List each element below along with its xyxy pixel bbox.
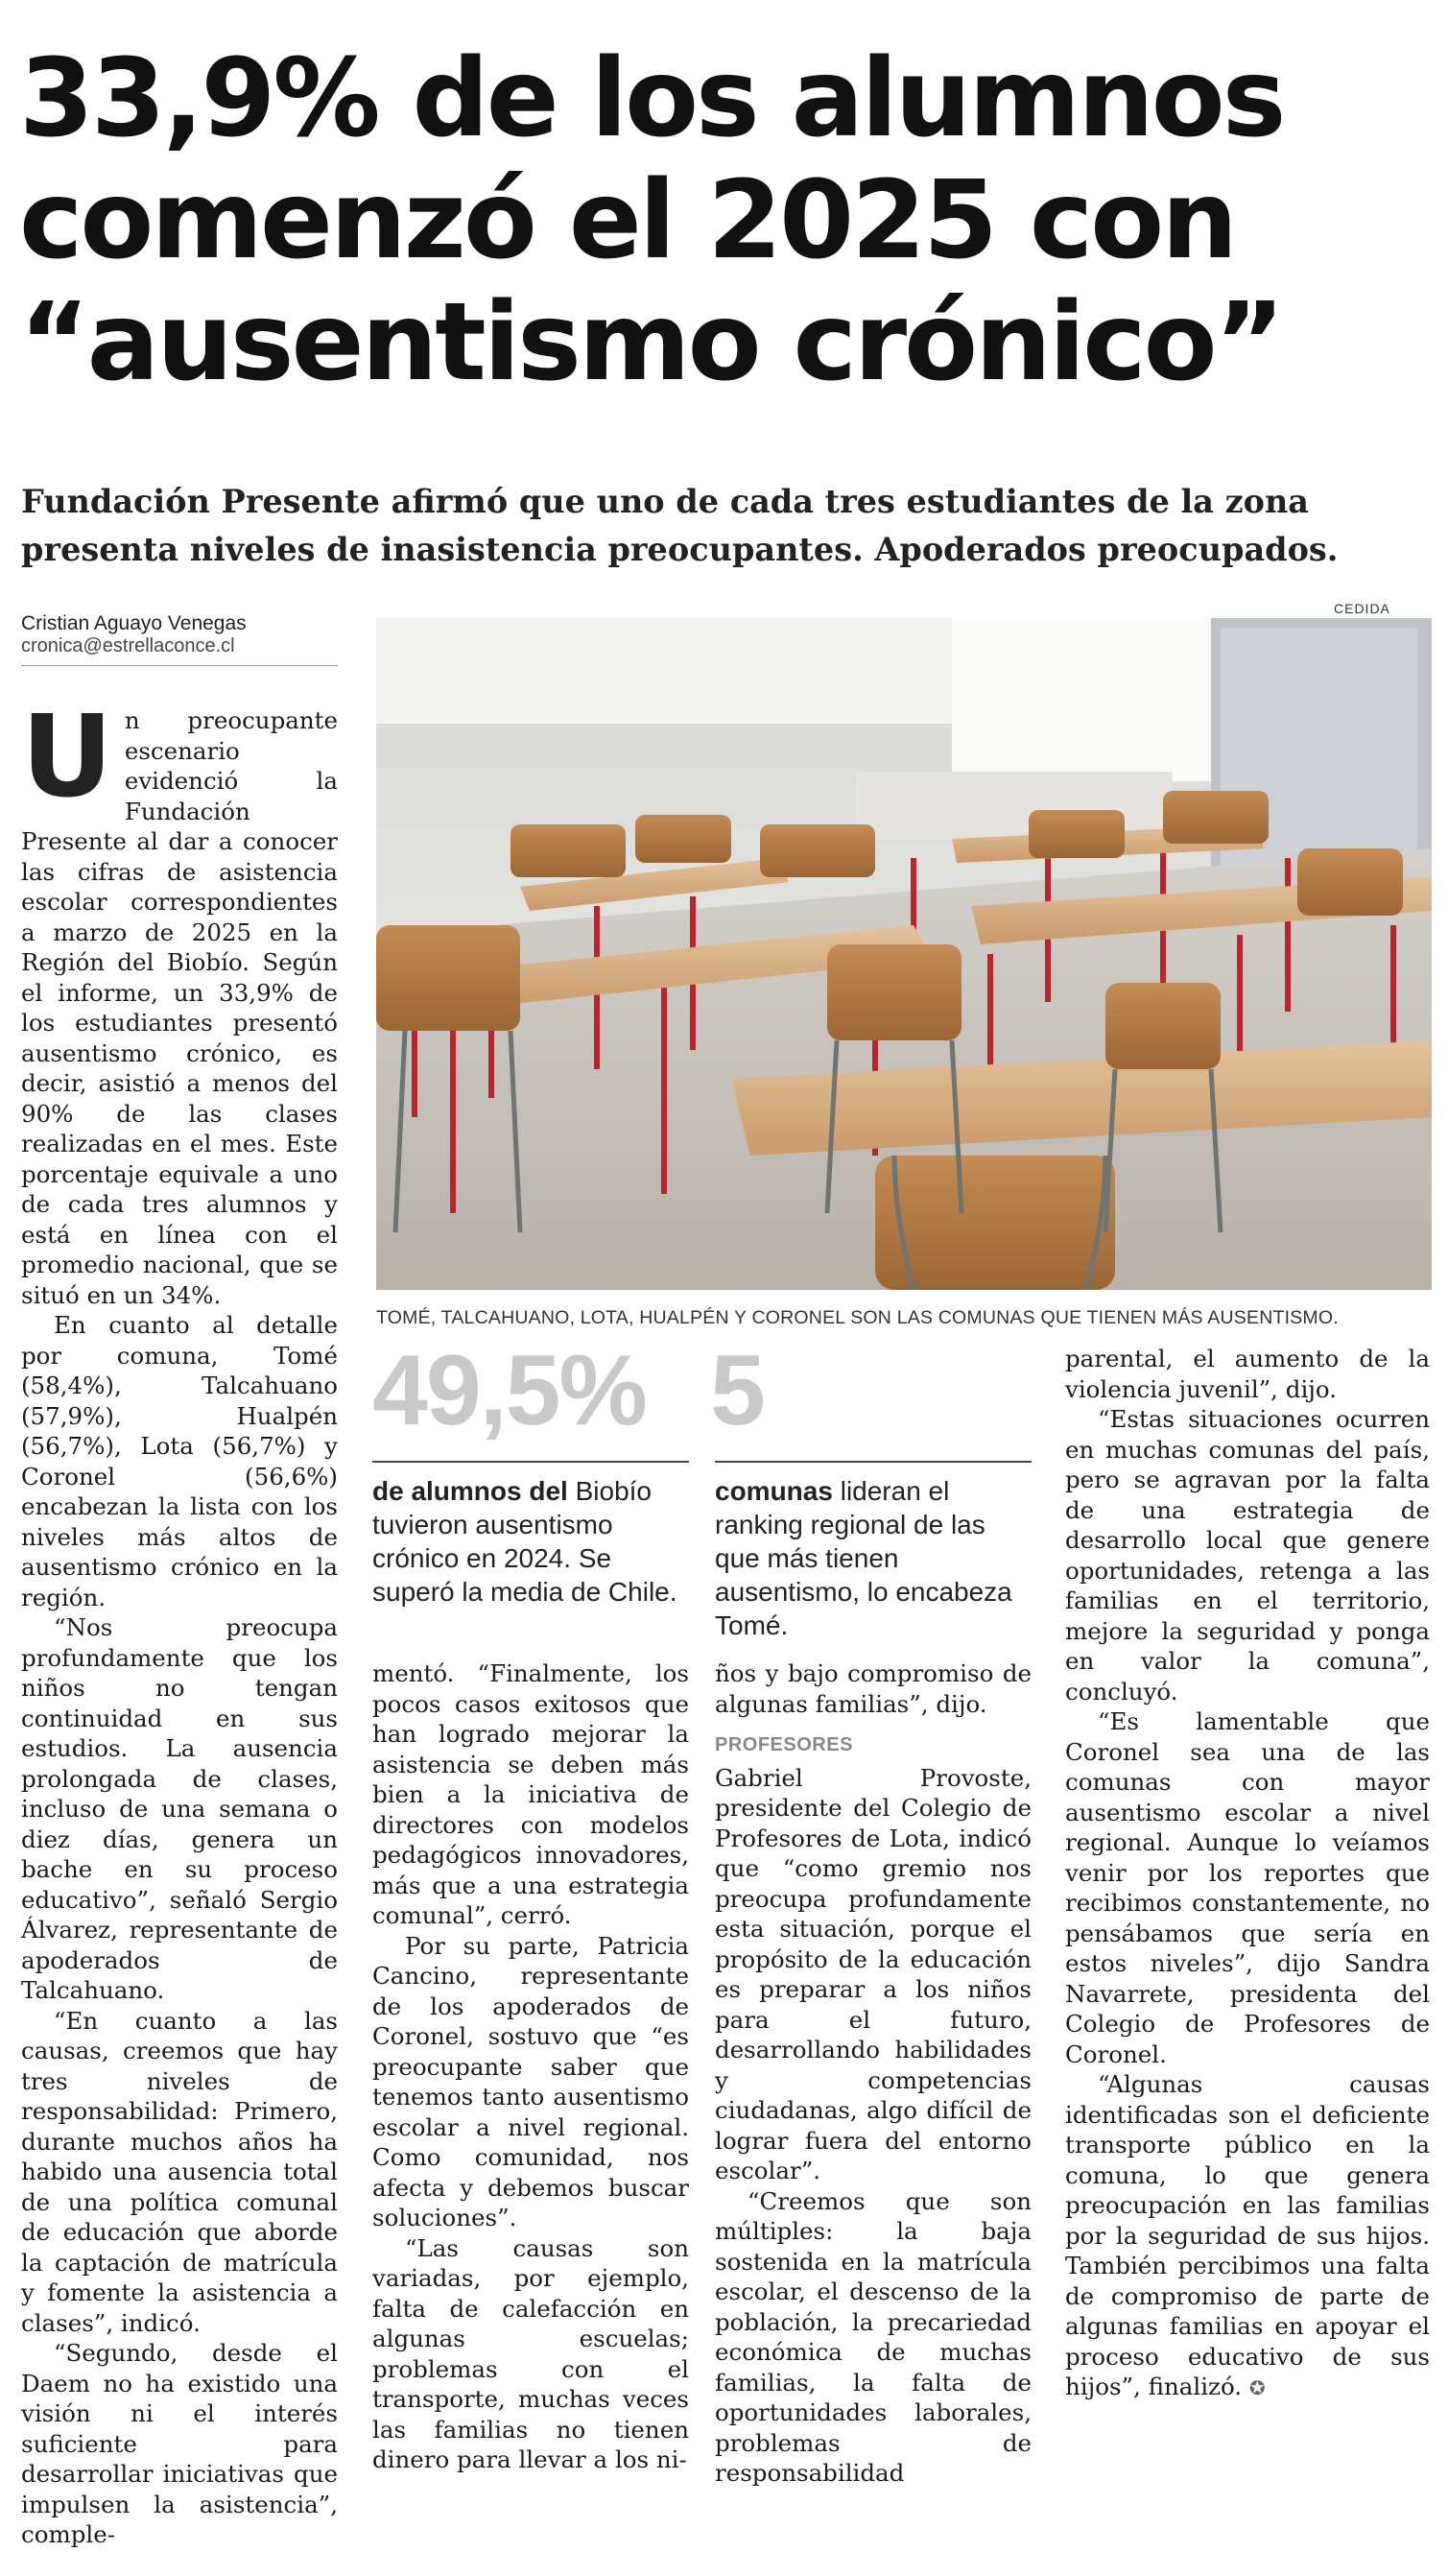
- subheadline-line-1: Fundación Presente afirmó que uno de cada tres estudiantes de la zona: [21, 483, 1310, 520]
- stat-divider-1: [372, 1461, 689, 1463]
- section-heading-profesores: PROFESORES: [715, 1734, 853, 1755]
- paragraph-14: “Es lamentable que Coronel sea una de las comunas con mayor ausentismo escolar a nivel regional. Aunque lo veíamos venir por los reportes que recibimos constantemente, no pensábamos que sería en estos niveles”, dijo Sandra Navarrete, presidenta del Colegio de Profesores de Coronel.: [1065, 1707, 1430, 2068]
- headline-line-3: “ausentismo crónico”: [19, 280, 1283, 405]
- paragraph-10: Gabriel Provoste, presidente del Colegio de Profesores de Lota, indicó que “como gremio nos preocupa profundamente esta situación, porque el propósito de la educación es preparar a los niños para el futuro, desarrollando habilidades y competencias ciudadanas, algo difícil de lograr fuera del entorno escolar”.: [715, 1763, 1032, 2184]
- photo-credit: CEDIDA: [1334, 601, 1390, 616]
- classroom-illustration: [376, 618, 1432, 1290]
- stat-divider-2: [715, 1461, 1032, 1463]
- paragraph-8: “Las causas son variadas, por ejemplo, falta de calefacción en algunas escuelas; problemas con el transporte, muchas veces las familias no tienen dinero para llevar a los ni-: [372, 2233, 689, 2473]
- paragraph-1: [21, 690, 338, 1310]
- author-name: Cristian Aguayo Venegas: [21, 612, 247, 634]
- paragraph-7: Por su parte, Patricia Cancino, representante de los apoderados de Coronel, sostuvo que “es preocupante saber que tenemos tanto ausentismo escolar a nivel regional. Como comunidad, nos afecta y debemos buscar soluciones”.: [372, 1931, 689, 2231]
- end-mark-icon: ✪: [1248, 2376, 1266, 2399]
- stat-text-1-bold: de alumnos del: [372, 1476, 568, 1506]
- article-column-2: [372, 1658, 689, 2475]
- paragraph-13: “Estas situaciones ocurren en muchas comunas del país, pero se agravan por la falta de una estrategia de desarrollo local que genere oportunidades, retenga a las familias en el territorio, mejore la seguridad y ponga en valor la comuna”, concluyó.: [1065, 1405, 1430, 1705]
- stat-text-1: [372, 1474, 689, 1609]
- stat-text-2: [715, 1474, 1032, 1642]
- paragraph-2: En cuanto al detalle por comuna, Tomé (58,4%), Talcahuano (57,9%), Hualpén (56,7%), Lota (56,7%) y Coronel (56,6%) encabezan la lista con los niveles más altos de ausentismo crónico en la región.: [21, 1311, 338, 1611]
- paragraph-11: “Creemos que son múltiples: la baja sostenida en la matrícula escolar, el descenso de la población, la precariedad económica de muchas familias, la falta de oportunidades laborales, problemas de responsabilidad: [715, 2186, 1032, 2487]
- drop-cap: U: [21, 690, 113, 823]
- headline-line-1: 33,9% de los alumnos: [19, 36, 1284, 161]
- stat-text-1-body: Biobío tuvieron ausentismo crónico en 2024. Se superó la media de Chile.: [372, 1476, 677, 1607]
- stat-number-2: 5: [710, 1335, 764, 1446]
- stat-text-2-bold: comunas: [715, 1476, 833, 1506]
- paragraph-15: [1065, 2069, 1430, 2404]
- paragraph-9: ños y bajo compromiso de algunas familias”, dijo.: [715, 1659, 1032, 1718]
- photo-caption: TOMÉ, TALCAHUANO, LOTA, HUALPÉN Y CORONEL SON LAS COMUNAS QUE TIENEN MÁS AUSENTISMO.: [376, 1307, 1339, 1328]
- paragraph-1-text: n preocupante escenario evidenció la Fundación Presente al dar a conocer las cifras de asistencia escolar correspondientes a marzo de 2025 en la Región del Biobío. Según el informe, un 33,9% de los estudiantes presentó ausentismo crónico, es decir, asistió a menos del 90% de las clases realizadas en el mes. Este porcentaje equivale a uno de cada tres alumnos y está en línea con el promedio nacional, que se situó en un 34%.: [21, 706, 338, 1309]
- headline-line-2: comenzó el 2025 con: [19, 158, 1235, 283]
- classroom-photo: [376, 618, 1432, 1290]
- stat-number-1: 49,5%: [372, 1335, 646, 1446]
- author-email[interactable]: cronica@estrellaconce.cl: [21, 635, 235, 656]
- headline: [19, 38, 1430, 404]
- paragraph-12: parental, el aumento de la violencia juvenil”, dijo.: [1065, 1345, 1430, 1403]
- subheadline: [21, 478, 1432, 574]
- paragraph-5: “Segundo, desde el Daem no ha existido una visión ni el interés suficiente para desarrollar iniciativas que impulsen la asistencia”, comple-: [21, 2339, 338, 2548]
- stat-text-2-body: lideran el ranking regional de las que más tienen ausentismo, lo encabeza Tomé.: [715, 1476, 1012, 1640]
- article-column-1: [21, 690, 338, 2550]
- paragraph-15-text: “Algunas causas identificadas son el deficiente transporte público en la comuna, lo que genera preocupación en las familias por la seguridad de sus hijos. También percibimos una falta de compromiso de parte de algunas familias en apoyar el proceso educativo de sus hijos”, finalizó.: [1065, 2070, 1430, 2400]
- subheadline-line-2: presenta niveles de inasistencia preocupantes. Apoderados preocupados.: [21, 531, 1339, 568]
- article-column-4: [1065, 1344, 1430, 2404]
- paragraph-4: “En cuanto a las causas, creemos que hay tres niveles de responsabilidad: Primero, durante muchos años ha habido una ausencia total de una política comunal de educación que aborde la captación de matrícula y fomente la asistencia a clases”, indicó.: [21, 2006, 338, 2337]
- byline: [21, 612, 338, 666]
- paragraph-3: “Nos preocupa profundamente que los niños no tengan continuidad en sus estudios. La ausencia prolongada de clases, incluso de una semana o diez días, genera un bache en su proceso educativo”, señaló Sergio Álvarez, representante de apoderados de Talcahuano.: [21, 1613, 338, 2004]
- paragraph-6: mentó. “Finalmente, los pocos casos exitosos que han logrado mejorar la asistencia se deben más bien a la iniciativa de directores con modelos pedagógicos innovadores, más que a una estrategia comunal”, cerró.: [372, 1659, 689, 1929]
- article-column-3: [715, 1658, 1032, 2489]
